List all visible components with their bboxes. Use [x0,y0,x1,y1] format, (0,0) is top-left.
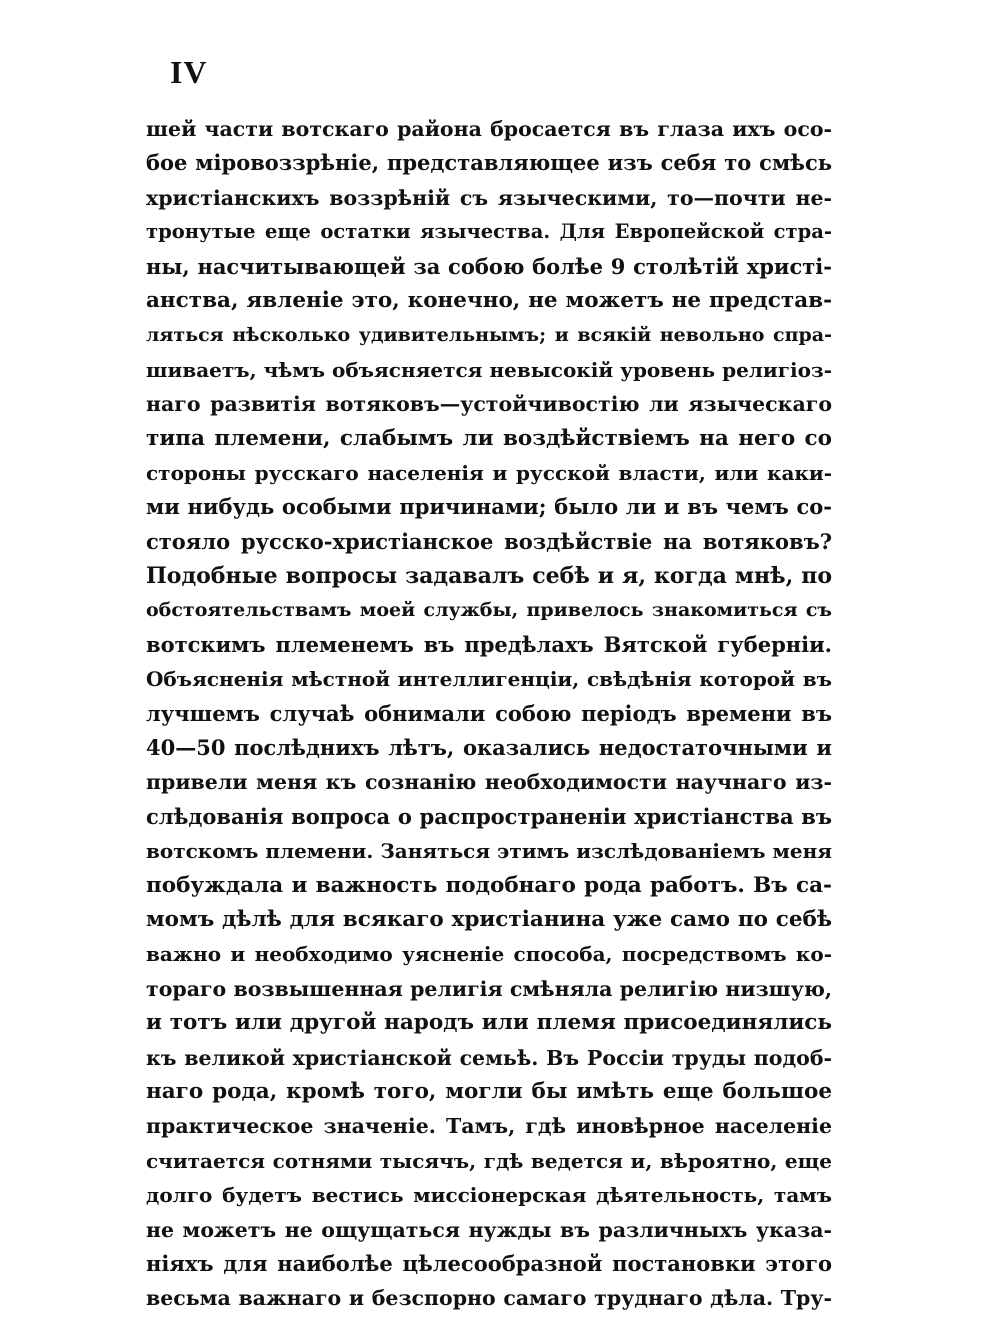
text-line: практическое значеніе. Тамъ, гдѣ иновѣрное населеніе [146,1114,832,1139]
text-line: привели меня къ сознанію необходимости научнаго из- [146,770,832,795]
text-line: вотскомъ племени. Заняться этимъ изслѣдованіемъ меня [146,839,832,864]
text-line: ны, насчитывающей за собою болѣе 9 столѣтій христі- [146,253,832,279]
text-line: типа племени, слабымъ ли воздѣйствіемъ на него со [146,425,832,451]
text-line: вотскимъ племенемъ въ предѣлахъ Вятской губерніи. [146,631,832,657]
text-line: бое міровоззрѣніе, представляющее изъ себя то смѣсь [146,150,832,176]
text-line: христіанскихъ воззрѣній съ языческими, то—почти не- [146,185,832,210]
text-line: 40—50 послѣднихъ лѣтъ, оказались недостаточными и [146,735,832,761]
text-line: момъ дѣлѣ для всякаго христіанина уже само по себѣ [146,906,832,932]
text-line: стороны русскаго населенія и русской власти, или каки- [146,460,832,485]
text-line: ми нибудь особыми причинами; было ли и въ чемъ со- [146,494,832,520]
text-line: важно и необходимо уясненіе способа, посредствомъ ко- [146,942,832,967]
text-line: тораго возвышенная религія смѣняла религію низшую, [146,976,832,1001]
text-line: наго развитія вотяковъ—устойчивостію ли языческаго [146,392,832,417]
page-number: IV [170,54,208,90]
text-line: Объясненія мѣстной интеллигенціи, свѣдѣнія которой въ [146,667,832,692]
text-line: не можетъ не ощущаться нужды въ различныхъ указа- [146,1217,832,1242]
text-line: весьма важнаго и безспорно самаго труднаго дѣла. Тру- [146,1286,832,1311]
text-line: побуждала и важность подобнаго рода работъ. Въ са- [146,872,832,898]
text-line: лучшемъ случаѣ обнимали собою періодъ времени въ [146,700,832,726]
text-line: шиваетъ, чѣмъ объясняется невысокій уровень религіоз- [146,357,832,382]
text-line: и тотъ или другой народъ или племя присоединялись [146,1010,832,1036]
text-line: слѣдованія вопроса о распространеніи христіанства въ [146,803,832,829]
text-line: тронутые еще остатки язычества. Для Европейской стра- [146,220,832,244]
text-line: обстоятельствамъ моей службы, привелось знакомиться съ [146,599,832,622]
text-line: анства, явленіе это, конечно, не можетъ не представ- [146,287,832,313]
body-text [146,112,832,1316]
text-line: считается сотнями тысячъ, гдѣ ведется и, вѣроятно, еще [146,1148,832,1173]
text-line: ніяхъ для наиболѣе цѣлесообразной постановки этого [146,1250,832,1276]
text-line: шей части вотскаго района бросается въ глаза ихъ осо- [146,117,832,141]
text-line: наго рода, кромѣ того, могли бы имѣть еще большое [146,1078,832,1104]
text-line: Подобные вопросы задавалъ себѣ и я, когда мнѣ, по [146,563,832,590]
text-line: ляться нѣсколько удивительнымъ; и всякій невольно спра- [146,324,832,347]
text-line: стояло русско-христіанское воздѣйствіе на вотяковъ? [146,528,832,554]
text-line: долго будетъ вестись миссіонерская дѣятельность, тамъ [146,1183,832,1208]
text-line: къ великой христіанской семьѣ. Въ Россіи труды подоб- [146,1045,832,1070]
